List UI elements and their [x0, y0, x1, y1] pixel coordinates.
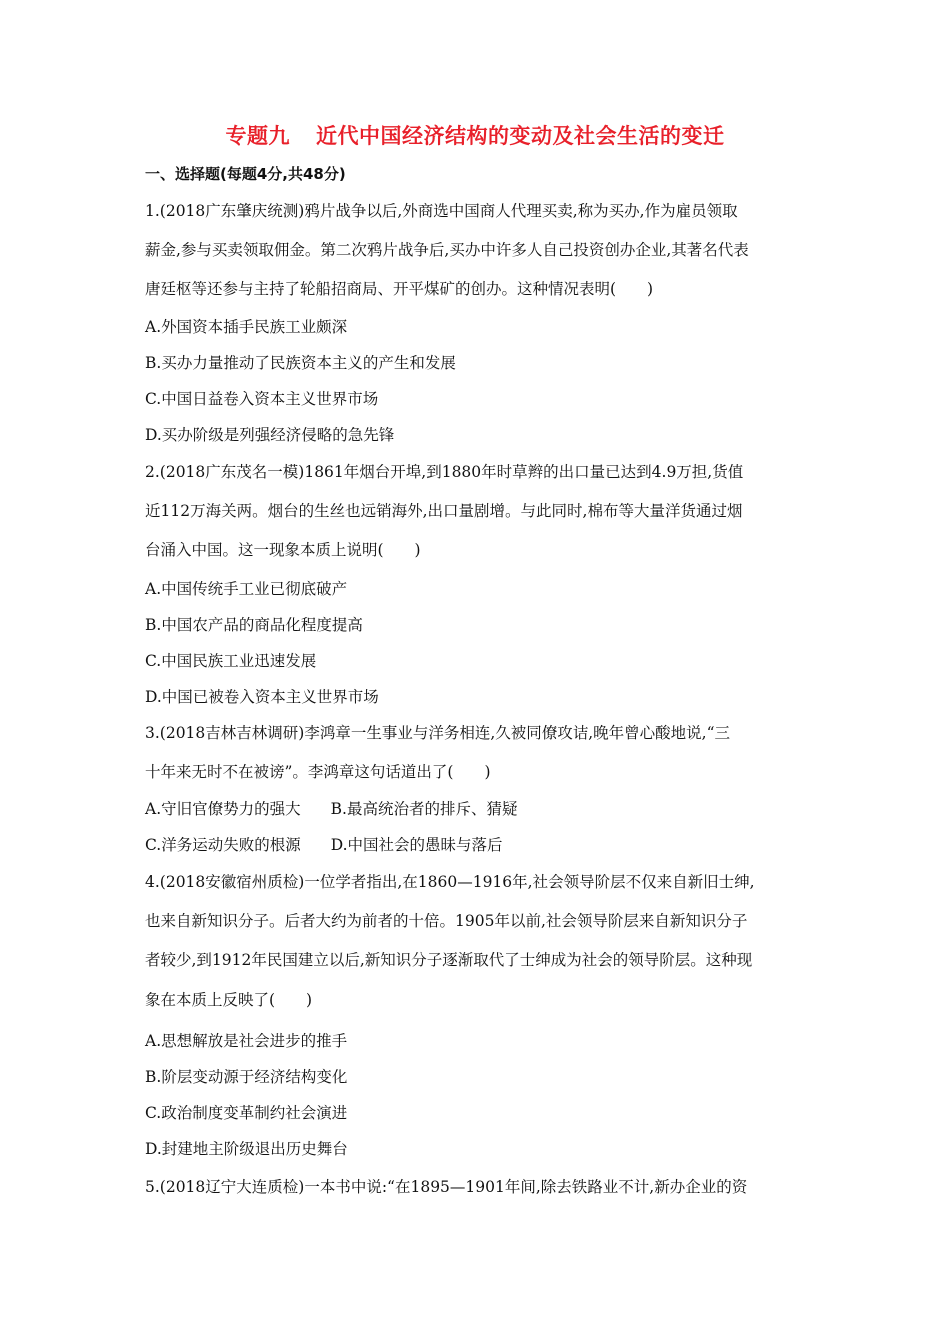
question-3-options-row-2: [145, 833, 810, 857]
question-2-line-3: 台涌入中国。这一现象本质上说明( ): [145, 541, 421, 559]
question-4-line-4: 象在本质上反映了( ): [145, 991, 313, 1009]
question-4-line-3: 者较少,到1912年民国建立以后,新知识分子逐渐取代了士绅成为社会的领导阶层。这种现: [145, 951, 753, 969]
question-2-line-1: 2.(2018广东茂名一模)1861年烟台开埠,到1880年时草辫的出口量已达到4.9万担,货值: [145, 463, 744, 481]
question-3-line-1: 3.(2018吉林吉林调研)李鸿章一生事业与洋务相连,久被同僚攻诘,晚年曾心酸地说,“三: [145, 724, 731, 742]
question-4-option-a: A.思想解放是社会进步的推手: [145, 1032, 348, 1050]
page-title: [0, 121, 950, 151]
question-2-option-a: A.中国传统手工业已彻底破产: [145, 580, 348, 598]
question-4-line-1: 4.(2018安徽宿州质检)一位学者指出,在1860—1916年,社会领导阶层不仅来自新旧士绅,: [145, 873, 755, 891]
question-3-option-b: B.最高统治者的排斥、猜疑: [330, 800, 518, 818]
title-main: 近代中国经济结构的变动及社会生活的变迁: [316, 124, 725, 148]
title-prefix: 专题九: [225, 124, 290, 148]
question-3-option-d: D.中国社会的愚昧与落后: [330, 836, 503, 854]
section-heading: 一、选择题(每题4分,共48分): [145, 165, 346, 183]
question-4-option-d: D.封建地主阶级退出历史舞台: [145, 1140, 348, 1158]
question-1-option-d: D.买办阶级是列强经济侵略的急先锋: [145, 426, 395, 444]
question-1-line-3: 唐廷枢等还参与主持了轮船招商局、开平煤矿的创办。这种情况表明( ): [145, 280, 654, 298]
question-1-option-c: C.中国日益卷入资本主义世界市场: [145, 390, 379, 408]
question-3-options-row-1: [145, 797, 810, 821]
question-2-line-2: 近112万海关两。烟台的生丝也远销海外,出口量剧增。与此同时,棉布等大量洋货通过烟: [145, 502, 743, 520]
question-1-line-2: 薪金,参与买卖领取佣金。第二次鸦片战争后,买办中许多人自己投资创办企业,其著名代表: [145, 241, 749, 259]
question-1-line-1: 1.(2018广东肇庆统测)鸦片战争以后,外商选中国商人代理买卖,称为买办,作为雇员领取: [145, 202, 738, 220]
question-4-option-b: B.阶层变动源于经济结构变化: [145, 1068, 348, 1086]
question-1-option-a: A.外国资本插手民族工业颇深: [145, 318, 348, 336]
question-2-option-c: C.中国民族工业迅速发展: [145, 652, 317, 670]
question-4-option-c: C.政治制度变革制约社会演进: [145, 1104, 348, 1122]
question-3-line-2: 十年来无时不在被谤”。李鸿章这句话道出了( ): [145, 763, 491, 781]
question-2-option-b: B.中国农产品的商品化程度提高: [145, 616, 363, 634]
question-5-line-1: 5.(2018辽宁大连质检)一本书中说:“在1895—1901年间,除去铁路业不计,新办企业的资: [145, 1178, 748, 1196]
question-3-option-a: A.守旧官僚势力的强大: [145, 800, 301, 818]
question-4-line-2: 也来自新知识分子。后者大约为前者的十倍。1905年以前,社会领导阶层来自新知识分子: [145, 912, 748, 930]
question-2-option-d: D.中国已被卷入资本主义世界市场: [145, 688, 379, 706]
question-1-option-b: B.买办力量推动了民族资本主义的产生和发展: [145, 354, 456, 372]
question-3-option-c: C.洋务运动失败的根源: [145, 836, 301, 854]
